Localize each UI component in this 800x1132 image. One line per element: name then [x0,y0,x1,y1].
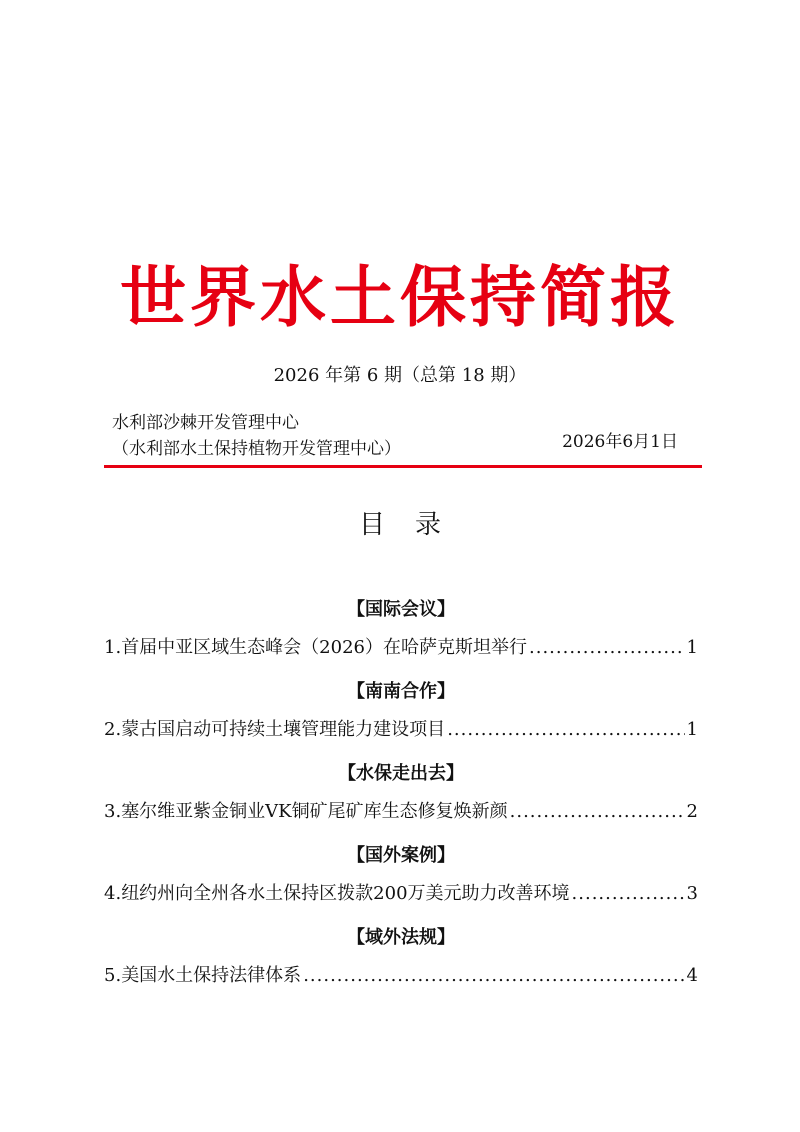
entry-number: 3. [104,801,122,822]
toc-heading: 目录 [358,510,471,540]
org-line-1: 水利部沙棘开发管理中心 [112,413,299,433]
publisher-org [112,410,401,462]
entry-number: 1. [104,637,122,658]
entry-page: 4 [686,965,698,986]
entry-page: 2 [686,801,698,822]
toc-entry[interactable] [104,710,698,756]
entry-title: 纽约州向全州各水土保持区拨款200万美元助力改善环境 [121,883,570,904]
entry-title: 首届中亚区域生态峰会（2026）在哈萨克斯坦举行 [121,637,527,658]
entry-page: 3 [686,883,698,904]
dot-leader [447,716,684,744]
entry-number: 5. [104,965,122,986]
toc-section-header: 【南南合作】 [347,681,455,702]
issue-number: 2026 年第 6 期（总第 18 期） [273,365,527,386]
toc-entry[interactable] [104,874,698,920]
toc-section-header: 【域外法规】 [347,927,455,948]
entry-title: 塞尔维亚紫金铜业VK铜矿尾矿库生态修复焕新颜 [121,801,508,822]
toc-section-header: 【国外案例】 [347,845,455,866]
entry-number: 2. [104,719,122,740]
table-of-contents [104,592,698,1002]
dot-leader [572,880,685,908]
toc-entry[interactable] [104,628,698,674]
toc-section-header: 【国际会议】 [347,599,455,620]
toc-section-header: 【水保走出去】 [338,763,464,784]
masthead-title: 世界水土保持简报 [120,259,680,336]
dot-leader [303,962,684,990]
publish-date: 2026年6月1日 [562,432,678,452]
toc-entry[interactable] [104,792,698,838]
dot-leader [529,634,685,662]
org-line-2: （水利部水土保持植物开发管理中心） [112,439,401,459]
entry-title: 美国水土保持法律体系 [121,965,302,986]
entry-title: 蒙古国启动可持续土壤管理能力建设项目 [121,719,446,740]
entry-page: 1 [686,637,698,658]
entry-number: 4. [104,883,122,904]
red-divider [104,465,702,468]
entry-page: 1 [686,719,698,740]
dot-leader [510,798,685,826]
toc-entry[interactable] [104,956,698,1002]
